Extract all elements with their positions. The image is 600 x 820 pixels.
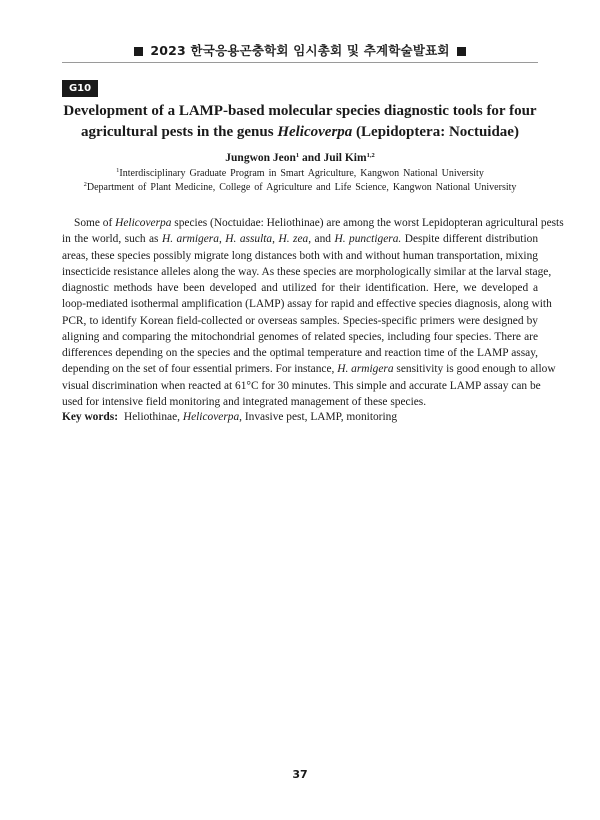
author-list	[62, 152, 538, 164]
text: in the world, such as	[62, 233, 162, 246]
text: Despite different distribution	[401, 233, 539, 246]
author-name: Juil Kim	[323, 152, 367, 164]
author-affiliation-mark: 1,2	[366, 152, 375, 159]
genus-name: Helicoverpa	[115, 217, 172, 229]
abstract-line	[62, 231, 538, 247]
abstract-line: loop-mediated isothermal amplification (LAMP) assay for rapid and effective species diagnosis, along with	[62, 298, 552, 311]
title-text: (Lepidoptera: Noctuidae)	[352, 124, 519, 140]
title-line-2	[62, 122, 538, 143]
abstract-code-badge: G10	[62, 80, 98, 97]
paper-title	[62, 101, 538, 143]
page-number: 37	[292, 768, 308, 781]
species-name: H. assulta	[225, 233, 273, 246]
title-text: agricultural pests in the genus	[81, 124, 278, 140]
text: , and	[308, 233, 335, 246]
square-bullet-icon	[134, 47, 143, 56]
author-name: Jungwon Jeon	[225, 152, 296, 164]
abstract-line: used for intensive field monitoring and integrated management of these species.	[62, 395, 427, 408]
species-name: H. punctigera.	[334, 233, 402, 246]
text: ,	[218, 233, 226, 246]
text: depending on the set of four essential primers. For instance,	[62, 363, 338, 376]
abstract-line: diagnostic methods have been developed and utilized for their identification. Here, we developed a	[62, 282, 538, 294]
abstract-line: PCR, to identify Korean field-collected or overseas samples. Species-specific primers were designed by	[62, 314, 538, 327]
keywords-text: , Invasive pest, LAMP, monitoring	[239, 411, 398, 423]
title-line-1: Development of a LAMP-based molecular species diagnostic tools for four	[63, 103, 537, 119]
affiliation-text: Department of Plant Medicine, College of Agriculture and Life Science, Kangwon National University	[86, 182, 517, 193]
abstract-line: aligning and comparing the mitochondrial genomes of related species, including four species. There are	[62, 330, 538, 343]
affiliation-2	[62, 182, 538, 193]
author-affiliation-mark: 1	[295, 152, 300, 159]
square-bullet-icon	[457, 47, 466, 56]
text: ,	[272, 233, 279, 246]
species-name: H. zea	[278, 233, 309, 246]
species-name: H. armigera	[161, 233, 219, 246]
abstract-line	[62, 361, 556, 377]
abstract-line: insecticide resistance alleles along the way. As these species are morphologically similar at the larval stage,	[62, 265, 552, 278]
header-divider	[62, 62, 538, 63]
author-joiner: and	[299, 152, 324, 164]
affiliation-mark: 1	[116, 167, 120, 174]
keywords-genus: Helicoverpa	[182, 411, 240, 423]
text: species (Noctuidae: Heliothinae) are among the worst Lepidopteran agricultural pests	[171, 217, 564, 229]
keywords-label: Key words:	[62, 411, 118, 423]
conference-header-text: 2023 한국응용곤충학회 임시총회 및 추계학술발표회	[150, 43, 450, 58]
species-name: H. armigera	[337, 363, 394, 376]
affiliation-mark: 2	[83, 181, 87, 188]
affiliation-1	[62, 168, 538, 179]
abstract-body	[62, 215, 564, 410]
text: Some of	[74, 217, 116, 229]
affiliation-text: Interdisciplinary Graduate Program in Smart Agriculture, Kangwon National University	[119, 168, 484, 179]
keywords	[62, 411, 538, 423]
abstract-line: differences depending on the species and the optimal temperature and reaction time of the LAMP assay,	[62, 347, 538, 359]
abstract-line: visual discrimination when reacted at 61°C for 30 minutes. This simple and accurate LAMP assay can be	[62, 379, 541, 392]
keywords-text: Heliothinae,	[124, 411, 183, 423]
text: sensitivity is good enough to allow	[393, 363, 556, 376]
title-genus: Helicoverpa	[277, 124, 353, 140]
abstract-line: areas, these species possibly migrate long distances both with and without human transportation, mixing	[62, 249, 538, 262]
conference-header	[62, 41, 538, 59]
abstract-line	[62, 215, 564, 231]
